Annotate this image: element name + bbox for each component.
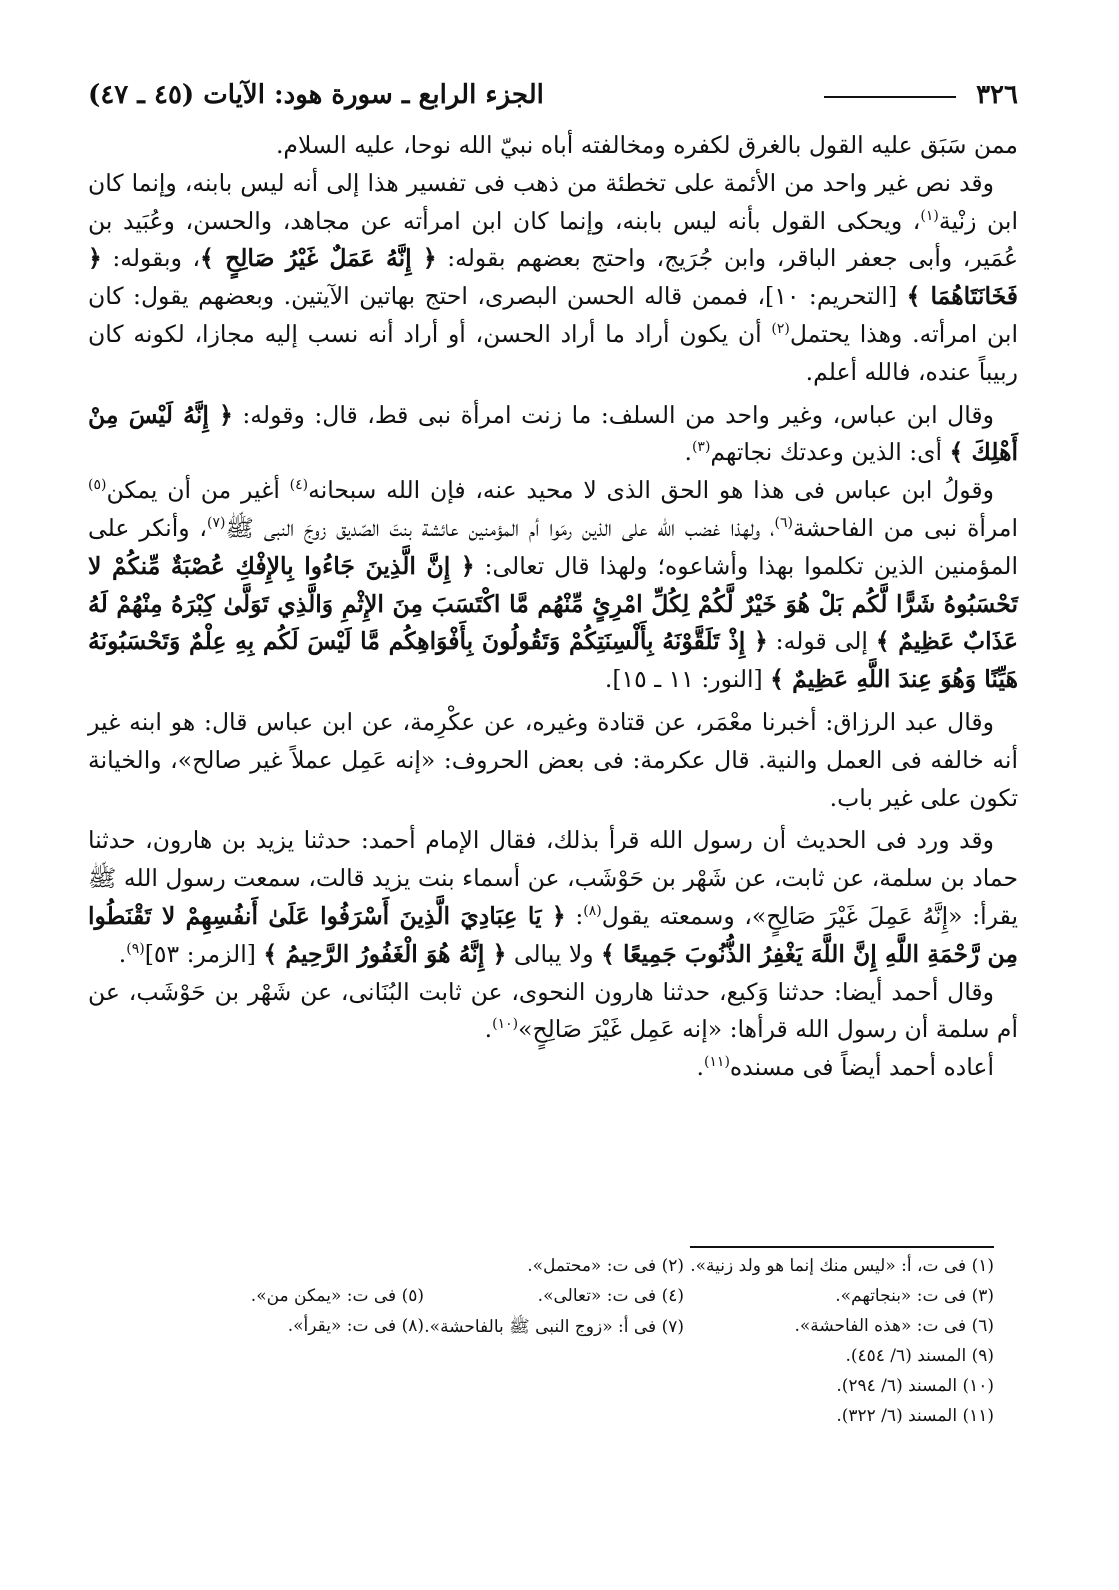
paragraph-8 [88, 1049, 1018, 1087]
footnote-ref: (٥) [88, 477, 107, 494]
footnote-ref: (٦) [774, 515, 794, 532]
running-head: الجزء الرابع ـ سورة هود: الآيات (٤٥ ـ ٤٧) [88, 80, 544, 110]
footnote-7: (٧) فى أ: «زوج النبى ﷺ بالفاحشة». [424, 1317, 684, 1337]
footnote-row [234, 1316, 994, 1346]
quran-verse: ﴿ إِنَّهُ عَمَلٌ غَيْرُ صَالِحٍ ﴾ [200, 244, 437, 273]
text-run: . [484, 1015, 493, 1044]
quran-verse: ﴿ إِنَّهُ هُوَ الْغَفُورُ الرَّحِيمُ ﴾ [263, 939, 507, 968]
page-header [88, 78, 1018, 118]
text-run: ، وبقوله: [101, 244, 201, 273]
footnote-8: (٨) فى ت: «يقرأ». [287, 1316, 424, 1336]
footnote-row [234, 1376, 994, 1406]
text-run: ، ولهذا غضب الله على الذين رمَوا أم المؤمنين عائشة بنتَ الصّديق زوجَ النبى ﷺ [225, 513, 775, 542]
footnote-ref: (١٠) [492, 1016, 519, 1033]
footnote-ref: (٢) [771, 321, 790, 338]
footnote-row [234, 1286, 994, 1316]
quran-verse: ﴿ إِنَّهُ لَيْسَ مِنْ أَهْلِكَ ﴾ [88, 400, 1018, 467]
footnote-2: (٢) فى ت: «محتمل». [527, 1256, 684, 1276]
header-rule [824, 96, 956, 98]
paragraph-1: ممن سَبَق عليه القول بالغرق لكفره ومخالفته أباه نبيّ الله نوحا، عليه السلام. [275, 131, 1018, 159]
quran-verse: ﴿ إِذْ تَلَقَّوْنَهُ بِأَلْسِنَتِكُمْ وَتَقُولُونَ بِأَفْوَاهِكُم مَّا لَيْسَ لَكُم بِهِ عِلْمٌ وَتَحْسَبُونَهُ هَيِّنًا وَهُوَ عِندَ اللَّهِ عَظِيمٌ ﴾ [88, 627, 1018, 694]
text-run: . [696, 1053, 704, 1082]
footnote-5: (٥) فى ت: «يمكن من». [250, 1286, 424, 1306]
text-run: وقد ورد فى الحديث أن رسول الله قرأ بذلك، فقال الإمام أحمد: حدثنا يزيد بن هارون، حدثنا حماد بن سلمة، عن ثابت، عن شَهْر بن حَوْشَب، عن أسماء بنت يزيد قالت، سمعت رسول الله ﷺ يقرأ: «إِنَّهُ عَمِلَ غَيْرَ صَالِحٍ»، وسمعته يقول [88, 826, 1018, 930]
footnote-ref: (٩) [126, 940, 145, 957]
paragraph-7 [88, 974, 1018, 1050]
page-number: ٣٢٦ [976, 80, 1018, 110]
text-run: [التحريم: ١٠]، فممن قاله الحسن البصرى، احتج بهاتين الآيتين. وبعضهم يقول: كان ابن امرأته. وهذا يحتمل [88, 282, 1018, 348]
paragraph-2 [88, 165, 1018, 392]
quran-verse: ﴿ يَا عِبَادِيَ الَّذِينَ أَسْرَفُوا عَلَىٰ أَنفُسِهِمْ لا تَقْنَطُوا مِن رَّحْمَةِ اللَّهِ إِنَّ اللَّهَ يَغْفِرُ الذُّنُوبَ جَمِيعًا ﴾ [88, 901, 1018, 968]
text-run: : [565, 901, 584, 930]
footnote-1: (١) فى ت، أ: «ليس منك إنما هو ولد زنية». [690, 1256, 994, 1276]
text-run: أعاده أحمد أيضاً فى مسنده [729, 1053, 994, 1082]
footnote-ref: (١) [920, 207, 939, 224]
footnote-ref: (٣) [691, 439, 711, 456]
text-run: أغير من أن يمكن [106, 476, 290, 505]
text-run: امرأة نبى من الفاحشة [793, 513, 1018, 542]
footnote-6: (٦) فى ت: «هذه الفاحشة». [794, 1316, 994, 1336]
footnote-ref: (٤) [289, 477, 309, 494]
text-run: . [684, 438, 692, 467]
text-run: وقولُ ابن عباس فى هذا هو الحق الذى لا محيد عنه، فإن الله سبحانه [308, 476, 995, 505]
paragraph-5: وقال عبد الرزاق: أخبرنا معْمَر، عن قتادة وغيره، عن عكْرِمة، عن ابن عباس قال: هو ابنه غير أنه خالفه فى العمل والنية. قال عكرمة: فى بعض الحروف: «إنه عَمِل عملاً غير صالح»، والخيانة تكون على غير باب. [88, 707, 1018, 812]
paragraph-6 [88, 822, 1018, 973]
footnote-ref: (٨) [583, 903, 602, 920]
quran-verse: ﴿ فَخَانَتَاهُمَا ﴾ [88, 244, 1019, 311]
footnote-11: (١١) المسند (٦/ ٣٢٢). [836, 1406, 994, 1426]
text-run: [الزمر: ٥٣] [144, 939, 264, 968]
text-run: وقال أحمد أيضا: حدثنا وَكيع، حدثنا هارون النحوى، عن ثابت البُنَانى، عن شَهْر بن حَوْشَب، عن أم سلمة أن رسول الله قرأها: «إنه عَمِل غَيْرَ صَالِحٍ» [88, 977, 1018, 1044]
footnote-9: (٩) المسند (٦/ ٤٥٤). [845, 1346, 994, 1366]
text-run: أى: الذين وعدتك نجاتهم [710, 438, 950, 467]
footnote-10: (١٠) المسند (٦/ ٢٩٤). [836, 1376, 994, 1396]
footnote-row [234, 1256, 994, 1286]
footnote-separator [690, 1246, 994, 1248]
text-run: إلى قوله: [767, 627, 876, 656]
footnote-4: (٤) فى ت: «تعالى». [537, 1286, 684, 1306]
text-run: وقد نص غير واحد من الأئمة على تخطئة من ذهب فى تفسير هذا إلى أنه ليس بابنه، وإنما كان ابن زنْية [88, 168, 1019, 235]
main-text [88, 127, 1018, 1087]
text-run: وقال ابن عباس، وغير واحد من السلف: ما زنت امرأة نبى قط، قال: وقوله: [232, 400, 994, 429]
text-run: ، وأنكر على المؤمنين الذين تكلموا بهذا وأشاعوه؛ ولهذا قال تعالى: [88, 513, 1018, 580]
quran-verse: ﴿ إِنَّ الَّذِينَ جَاءُوا بِالإِفْكِ عُصْبَةٌ مِّنكُمْ لا تَحْسَبُوهُ شَرًّا لَّكُم بَلْ هُوَ خَيْرٌ لَّكُمْ لِكُلِّ امْرِئٍ مِّنْهُم مَّا اكْتَسَبَ مِنَ الإِثْمِ وَالَّذِي تَوَلَّىٰ كِبْرَهُ مِنْهُمْ لَهُ عَذَابٌ عَظِيمٌ ﴾ [88, 551, 1018, 656]
text-run: ، ويحكى القول بأنه ليس بابنه، وإنما كان ابن امرأته عن مجاهد، والحسن، وعُبَيد بن عُمَير، وأبى جعفر الباقر، وابن جُرَيج، واحتج بعضهم بقوله: [88, 206, 1019, 273]
footnote-ref: (٧) [207, 515, 226, 532]
footnote-3: (٣) فى ت: «بنجاتهم». [835, 1286, 994, 1306]
footnotes [234, 1256, 994, 1436]
footnote-ref: (١١) [703, 1054, 730, 1071]
text-run: . [118, 939, 127, 968]
text-run: [النور: ١١ ـ ١٥]. [604, 665, 771, 694]
paragraph-3 [88, 397, 1018, 473]
footnote-row [234, 1346, 994, 1376]
paragraph-4 [88, 472, 1018, 699]
text-run: أن يكون أراد ما أراد الحسن، أو أراد أنه نسب إليه مجازا، لكونه كان ربيباً عنده، فالله أعلم. [88, 319, 1018, 386]
footnote-row [234, 1406, 994, 1436]
text-run: ولا يبالى [506, 939, 602, 968]
